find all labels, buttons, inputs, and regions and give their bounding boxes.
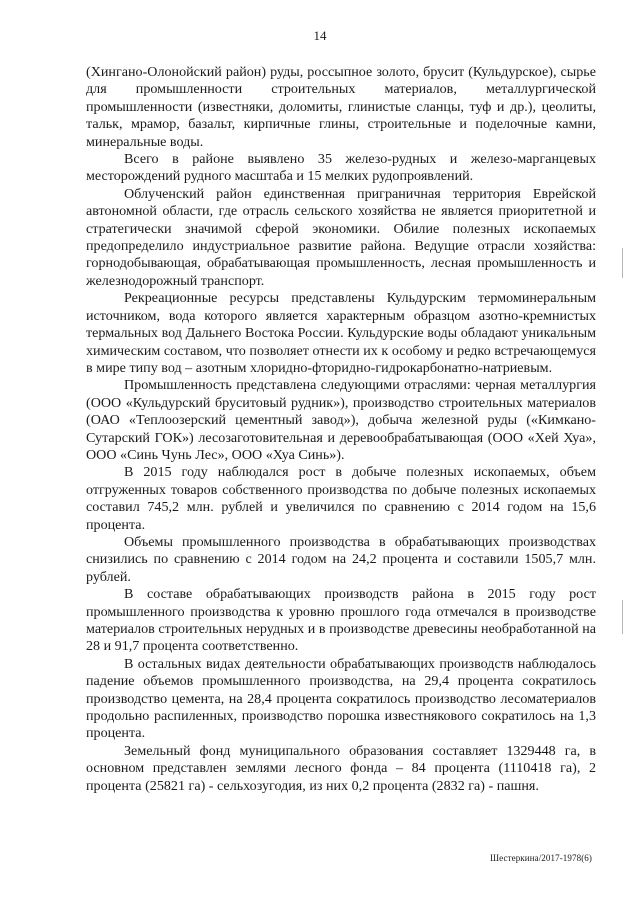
scan-edge-mark xyxy=(622,248,623,278)
paragraph-industry-branches: Промышленность представлена следующими отраслями: черная металлургия (ООО «Кульдурский бруситовый рудник»), производство строительных материалов (ОАО «Теплоозерский цементный завод»), добыча железной руды («Кимкано-Сутарский ГОК») лесозаготовительная и деревообрабатывающая (ООО «Хей Хуа», ООО «Синь Чунь Лес», ООО «Хуа Синь»). xyxy=(86,377,596,463)
scan-edge-mark xyxy=(622,600,623,634)
paragraph-manufacturing-decline: В остальных видах деятельности обрабатывающих производств наблюдалось падение объемов промышленного производства, на 29,4 процента сократилось производство цемента, на 28,4 процента сократилось производство лесоматериалов продольно распиленных, производство порошка известнякового сократилось на 1,3 процента. xyxy=(86,655,596,742)
paragraph-land-fund: Земельный фонд муниципального образования составляет 1329448 га, в основном представлен землями лесного фонда – 84 процента (1110418 га), 2 процента (25821 га) - сельхозугодия, из них 0,2 процента (2832 га) - пашня. xyxy=(86,742,596,794)
paragraph-manufacturing-growth: В составе обрабатывающих производств района в 2015 году рост промышленного производства к уровню прошлого года отмечался в производстве материалов строительных нерудных и в производстве древесины необработанной на 28 и 91,7 процента соответственно. xyxy=(86,586,596,655)
page-number: 14 xyxy=(313,28,327,43)
paragraph-deposits-count: Всего в районе выявлено 35 железо-рудных и железо-марганцевых месторождений рудного масштаба и 15 мелких рудопроявлений. xyxy=(86,151,596,185)
paragraph-district-overview: Облученский район единственная приграничная территория Еврейской автономной области, где отрасль сельского хозяйства не является приоритетной и стратегически значимой сферой экономики. Обилие полезных ископаемых предопределило индустриальное развитие района. Ведущие отрасли хозяйства: горнодобывающая, обрабатывающая промышленность, лесная промышленность и железнодорожный транспорт. xyxy=(86,185,596,289)
document-footer-code: Шестеркина/2017-1978(6) xyxy=(489,853,592,863)
paragraph-manufacturing-volume: Объемы промышленного производства в обрабатывающих производствах снизились по сравнению с 2014 годом на 24,2 процента и составили 1505,7 млн. рублей. xyxy=(86,533,596,585)
paragraph-mineral-resources-continued: (Хингано-Олонойский район) руды, россыпное золото, брусит (Кульдурское), сырье для промышленности строительных материалов, металлургической промышленности (известняки, доломиты, глинистые сланцы, туф и др.), цеолиты, тальк, мрамор, базальт, кирпичные глины, строительные и поделочные камни, минеральные воды. xyxy=(86,64,596,150)
paragraph-mining-growth-2015: В 2015 году наблюдался рост в добыче полезных ископаемых, объем отгруженных товаров собственного производства по добыче полезных ископаемых составил 745,2 млн. рублей и увеличился по сравнению с 2014 годом на 15,6 процента. xyxy=(86,464,596,533)
document-body xyxy=(86,64,596,795)
paragraph-recreation-resources: Рекреационные ресурсы представлены Кульдурским термоминеральным источником, вода которого является характерным образцом азотно-кремнистых термальных вод Дальнего Востока России. Кульдурские воды обладают уникальным химическим составом, что позволяет отнести их к особому и редко встречающемуся в мире типу вод – азотным хлоридно-фторидно-гидрокарбонатно-натриевым. xyxy=(86,290,596,376)
